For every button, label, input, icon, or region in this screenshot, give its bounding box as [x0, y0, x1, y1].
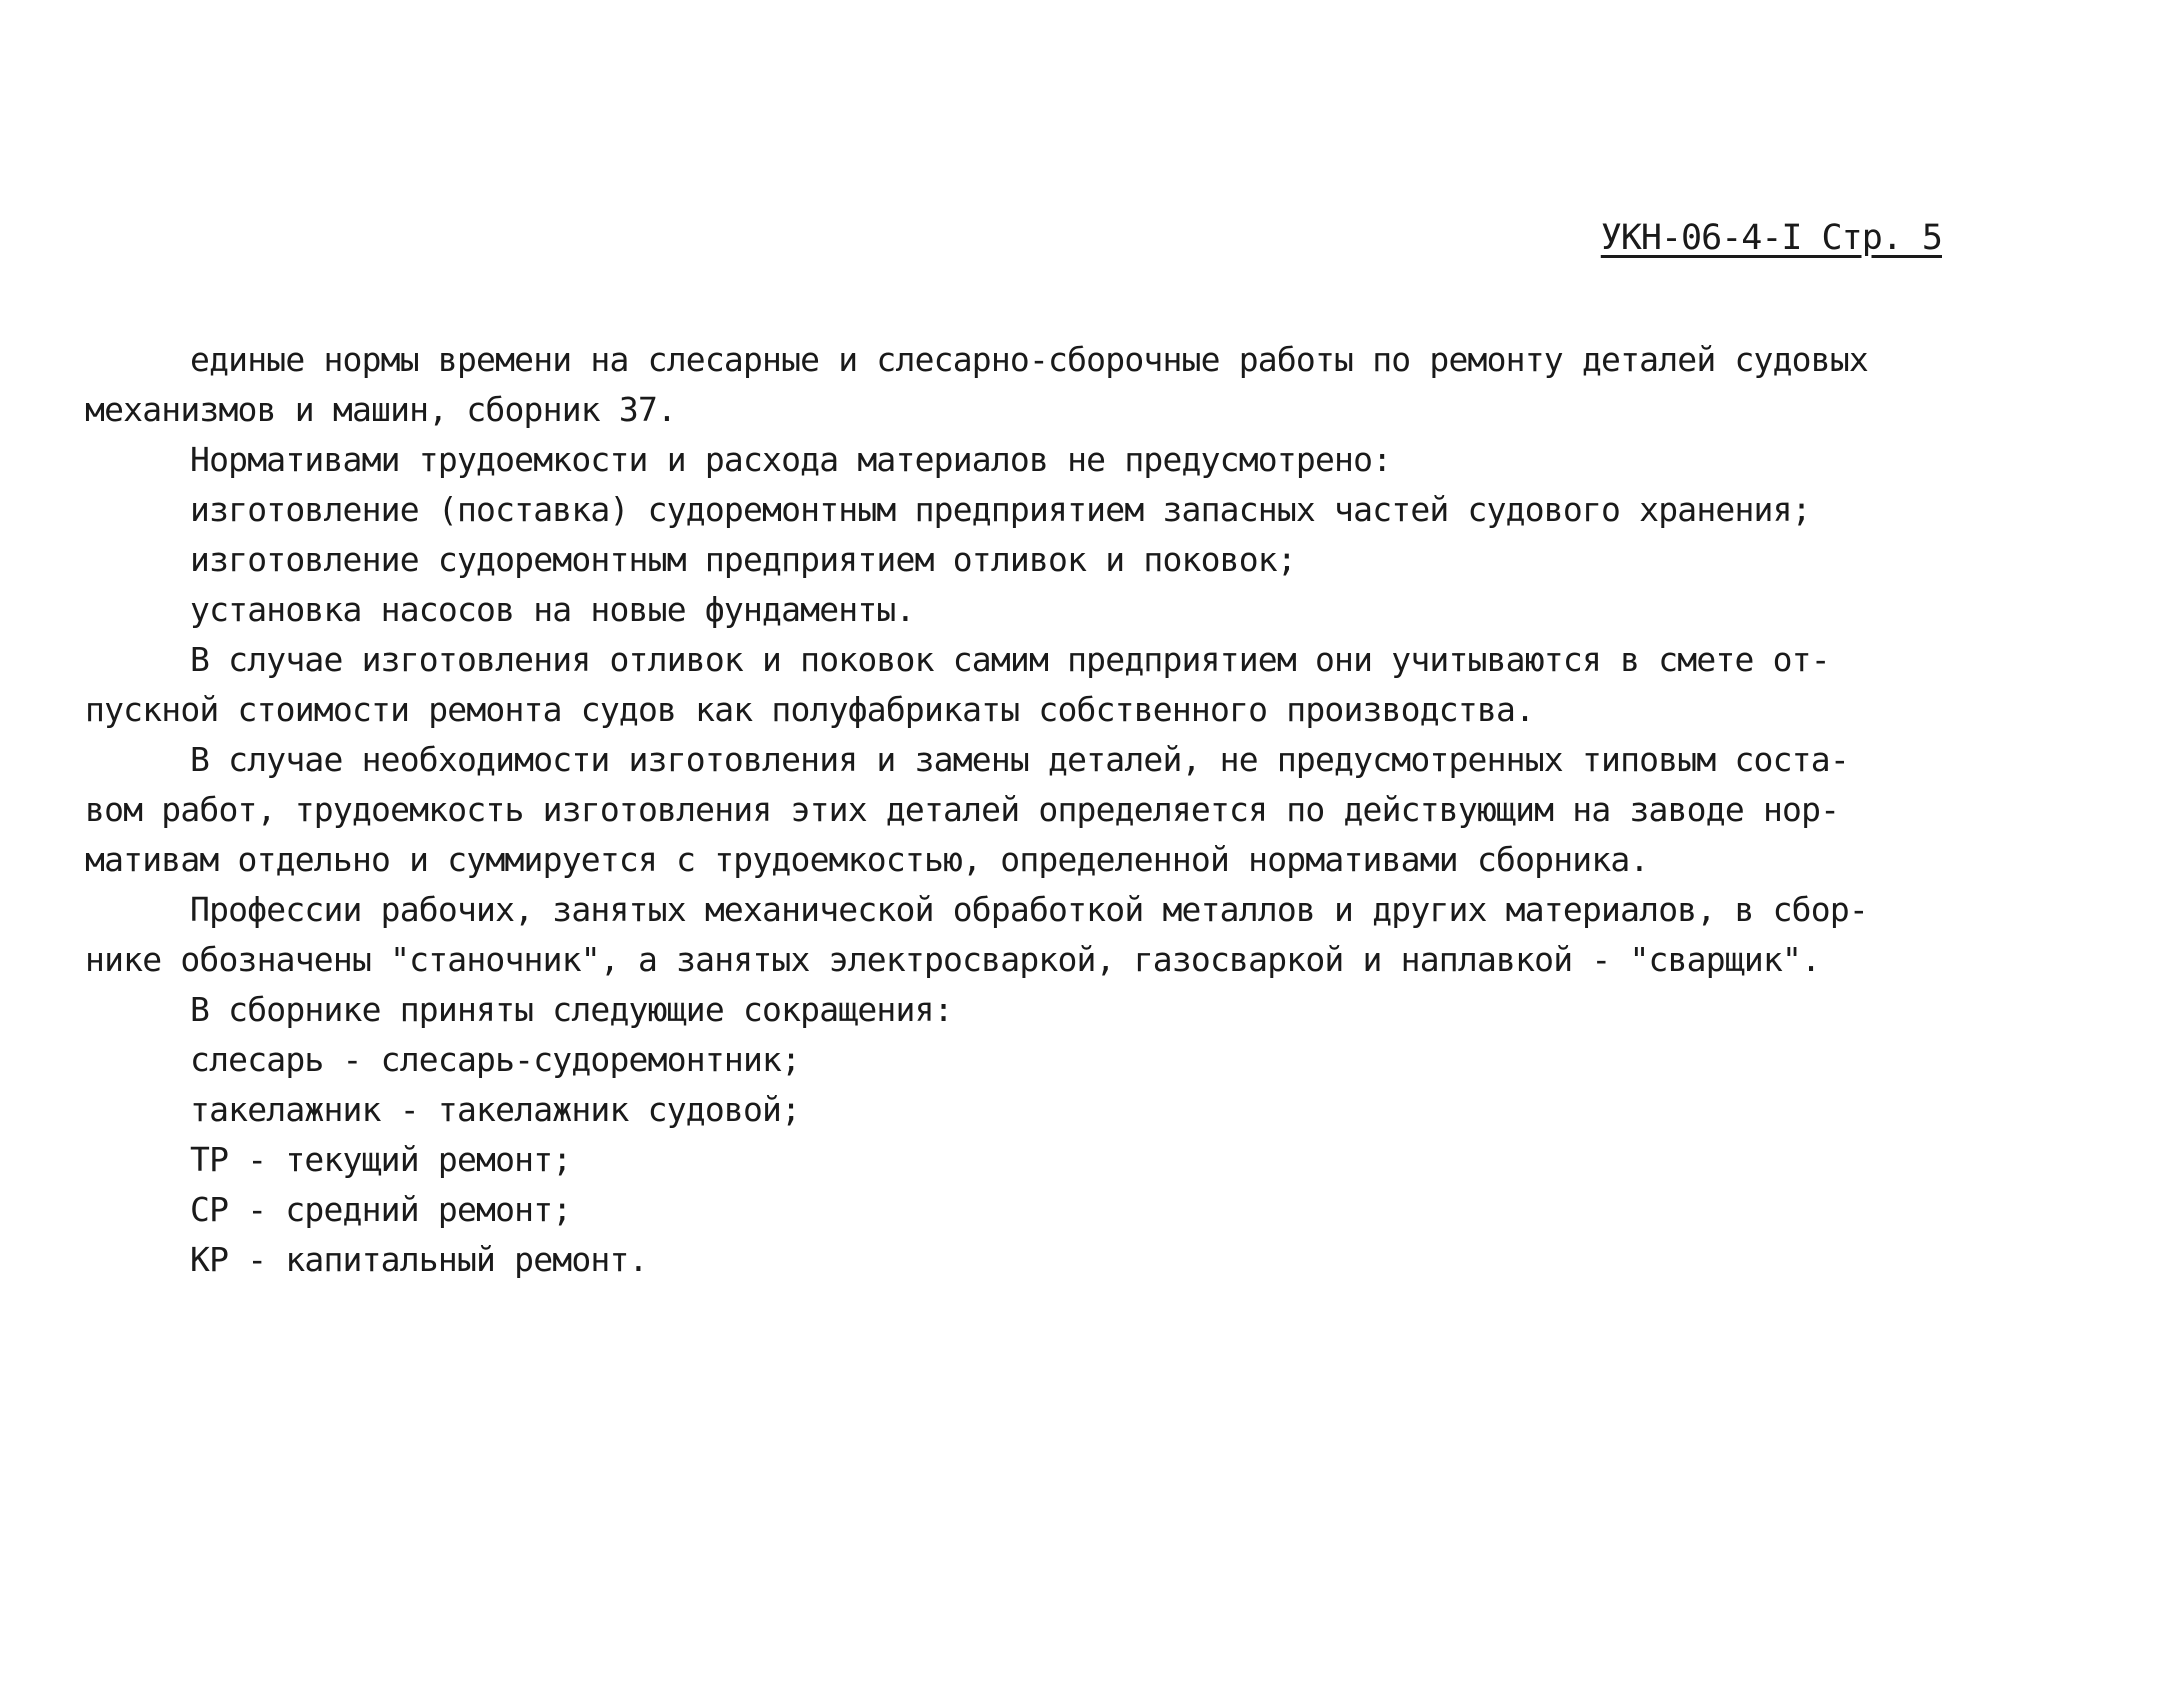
document-body: [85, 335, 1995, 1285]
abbreviation-item: СР - средний ремонт;: [190, 1190, 572, 1229]
text-line: вом работ, трудоемкость изготовления этих деталей определяется по действующим на заводе нор-: [85, 790, 1840, 829]
text-line: Профессии рабочих, занятых механической обработкой металлов и других материалов, в сбор-: [190, 890, 1868, 929]
text-line: единые нормы времени на слесарные и слесарно-сборочные работы по ремонту деталей судовых: [190, 340, 1868, 379]
abbreviation-item: слесарь - слесарь-судоремонтник;: [190, 1040, 801, 1079]
page-reference-header: УКН-06-4-I Стр. 5: [1600, 218, 1942, 258]
text-line: изготовление судоремонтным предприятием отливок и поковок;: [190, 540, 1296, 579]
abbreviation-item: КР - капитальный ремонт.: [190, 1240, 648, 1279]
text-line: В сборнике приняты следующие сокращения:: [190, 990, 953, 1029]
abbreviation-item: такелажник - такелажник судовой;: [190, 1090, 801, 1129]
text-line: пускной стоимости ремонта судов как полуфабрикаты собственного производства.: [85, 690, 1535, 729]
text-line: установка насосов на новые фундаменты.: [190, 590, 915, 629]
text-line: нике обозначены "станочник", а занятых электросваркой, газосваркой и наплавкой - "сварщик".: [85, 940, 1821, 979]
text-line: В случае изготовления отливок и поковок самим предприятием они учитываются в смете от-: [190, 640, 1830, 679]
text-line: изготовление (поставка) судоремонтным предприятием запасных частей судового хранения;: [190, 490, 1811, 529]
abbreviation-item: ТР - текущий ремонт;: [190, 1140, 572, 1179]
text-line: Нормативами трудоемкости и расхода материалов не предусмотрено:: [190, 440, 1392, 479]
text-line: мативам отдельно и суммируется с трудоемкостью, определенной нормативами сборника.: [85, 840, 1649, 879]
text-line: В случае необходимости изготовления и замены деталей, не предусмотренных типовым соста-: [190, 740, 1849, 779]
text-line: механизмов и машин, сборник 37.: [85, 390, 677, 429]
